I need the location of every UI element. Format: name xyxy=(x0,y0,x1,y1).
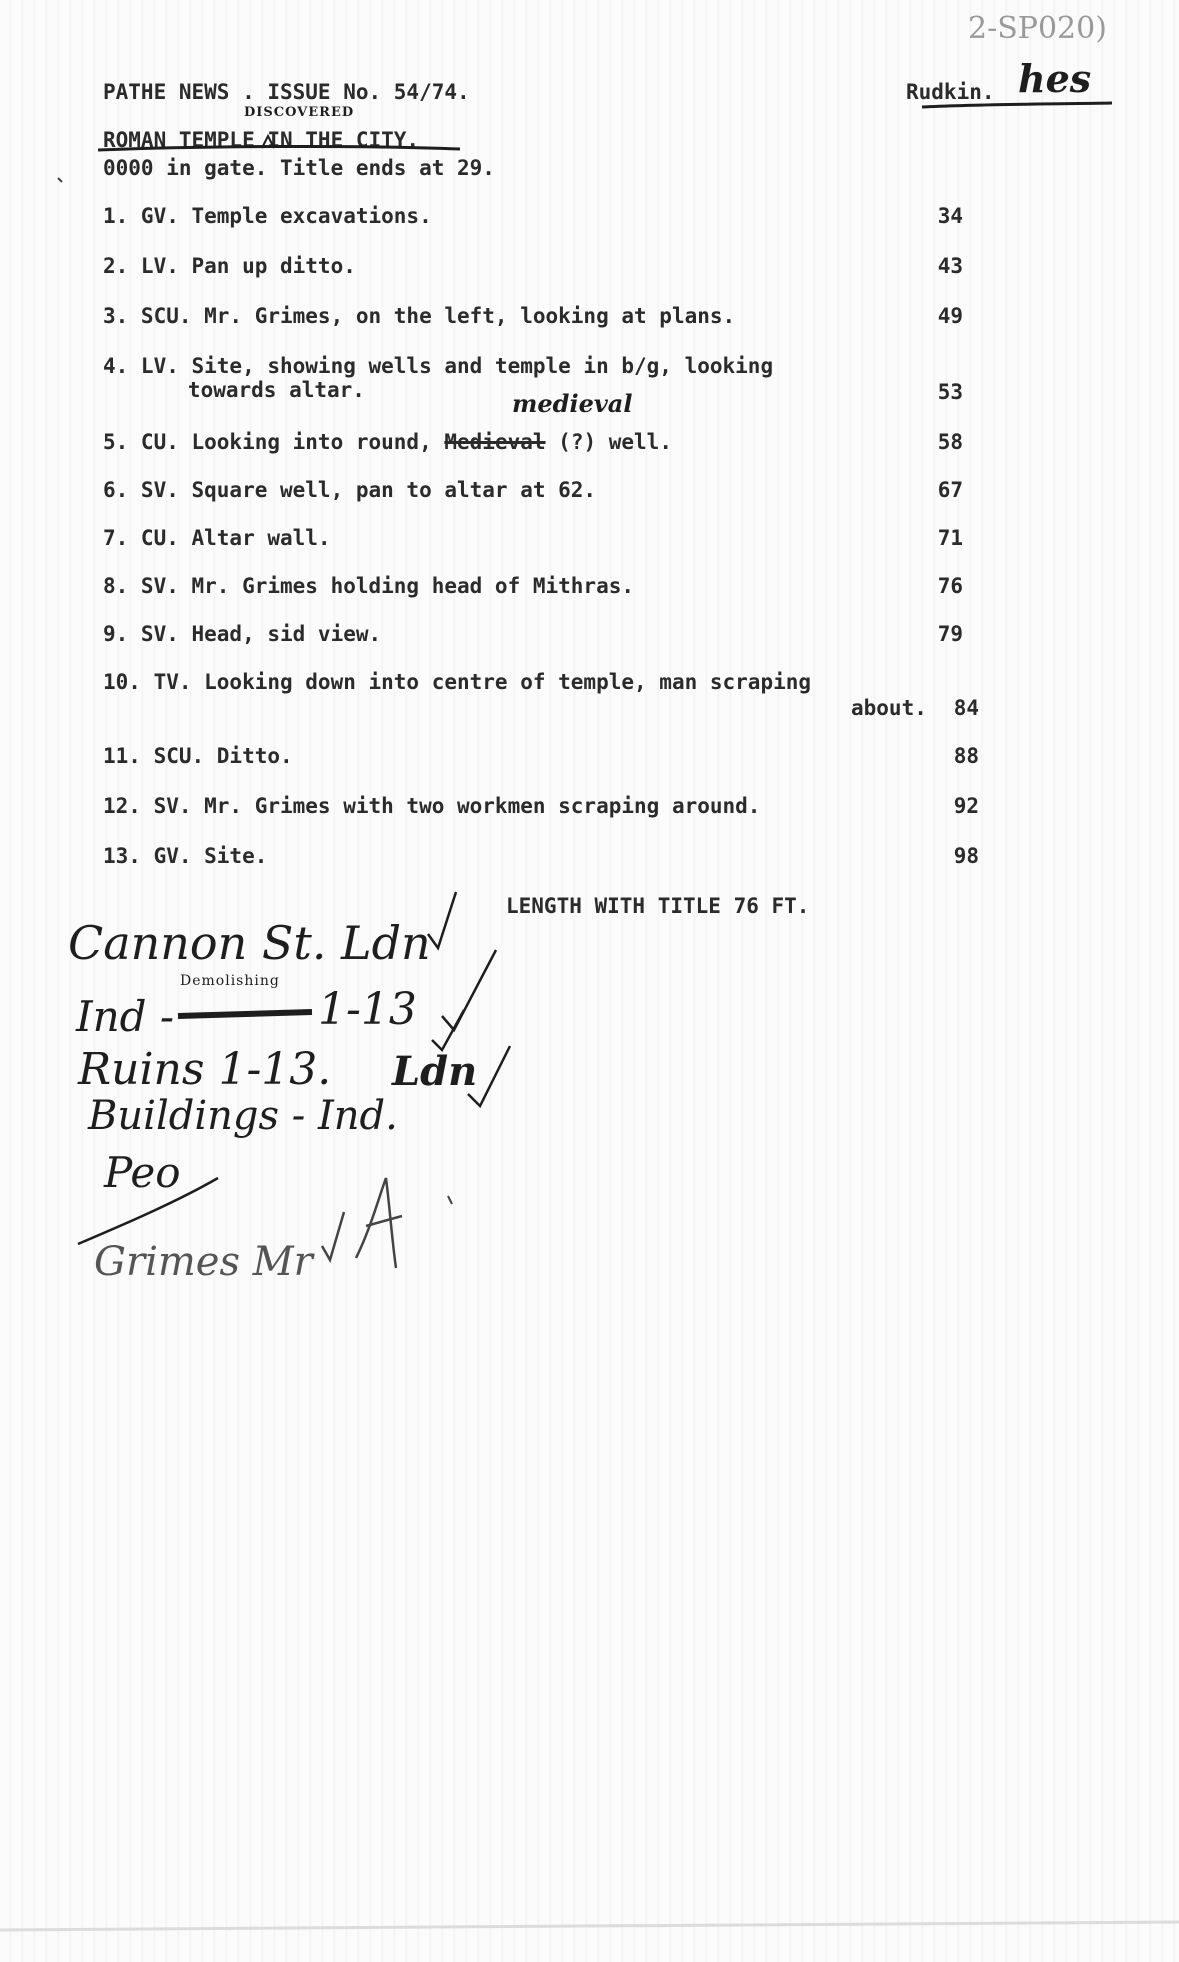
shot-5-footage: 58 xyxy=(937,430,963,454)
tick-mark-2 xyxy=(442,950,496,1030)
tick-mark-5 xyxy=(322,1212,344,1260)
cameraman-initials: hes xyxy=(1018,56,1092,101)
shot-1-footage: 34 xyxy=(937,204,963,228)
shot-9: 9. SV. Head, sid view. xyxy=(103,622,382,646)
shot-9-footage: 79 xyxy=(937,622,963,646)
cameraman-name: Rudkin. xyxy=(906,80,995,104)
shot-10-continued: about. xyxy=(851,696,927,720)
shot-8: 8. SV. Mr. Grimes holding head of Mithras. xyxy=(103,574,635,598)
margin-mark xyxy=(58,178,62,182)
shot-5-insert: medieval xyxy=(512,389,633,418)
shot-7-footage: 71 xyxy=(937,526,963,550)
annotation-line-5: Peo xyxy=(104,1148,181,1197)
shot-10: 10. TV. Looking down into centre of temple, man scraping xyxy=(103,670,812,694)
shot-5-struck-word: Medieval xyxy=(444,430,546,454)
tick-mark-3 xyxy=(432,1010,464,1050)
shot-4-footage: 53 xyxy=(937,380,963,404)
shot-5-text-after: (?) well. xyxy=(545,430,672,454)
title-insert: DISCOVERED xyxy=(244,105,355,120)
shot-7: 7. CU. Altar wall. xyxy=(103,526,331,550)
annotation-line-2-insert: Demolishing xyxy=(180,973,280,989)
tick-mark-1 xyxy=(428,892,456,948)
initial-scribble xyxy=(356,1178,402,1268)
page-fold xyxy=(0,1922,1179,1930)
archive-reference: 2-SP020) xyxy=(968,11,1107,46)
shot-4: 4. LV. Site, showing wells and temple in b/g, looking xyxy=(103,354,774,378)
cameraman-underline xyxy=(922,103,1112,107)
shot-11: 11. SCU. Ditto. xyxy=(103,744,293,768)
shot-6: 6. SV. Square well, pan to altar at 62. xyxy=(103,478,597,502)
shot-3-footage: 49 xyxy=(937,304,963,328)
shot-13-footage: 98 xyxy=(953,844,979,868)
title-underline xyxy=(98,146,460,150)
shot-11-footage: 88 xyxy=(953,744,979,768)
stray-mark xyxy=(448,1196,452,1204)
annotation-line-2-prefix: Ind - xyxy=(76,992,175,1041)
annotation-line-3-initials: Ldn xyxy=(392,1048,478,1095)
shot-3: 3. SCU. Mr. Grimes, on the left, looking at plans. xyxy=(103,304,736,328)
shot-12-footage: 92 xyxy=(953,794,979,818)
shot-2-footage: 43 xyxy=(937,254,963,278)
length-note: LENGTH WITH TITLE 76 FT. xyxy=(506,894,810,918)
tick-mark-4 xyxy=(468,1046,510,1106)
shot-10-footage: 84 xyxy=(953,696,979,720)
shot-13: 13. GV. Site. xyxy=(103,844,268,868)
annotation-line-3: Ruins 1-13. xyxy=(78,1044,332,1095)
shot-6-footage: 67 xyxy=(937,478,963,502)
annotation-line-1: Cannon St. Ldn xyxy=(68,916,431,970)
annotation-divider xyxy=(78,1178,218,1244)
shot-2: 2. LV. Pan up ditto. xyxy=(103,254,356,278)
issue-header: PATHE NEWS . ISSUE No. 54/74. xyxy=(103,80,470,104)
shot-12: 12. SV. Mr. Grimes with two workmen scraping around. xyxy=(103,794,761,818)
annotation-line-6: Grimes Mr xyxy=(94,1239,313,1285)
shot-4-continued: towards altar. xyxy=(150,378,365,402)
annotation-line-2-suffix: 1-13 xyxy=(318,984,417,1035)
annotation-line-4: Buildings - Ind. xyxy=(88,1093,398,1139)
annotation-line-2-strike xyxy=(178,1012,312,1016)
shot-1: 1. GV. Temple excavations. xyxy=(103,204,432,228)
story-title: ROMAN TEMPLE IN THE CITY. xyxy=(103,128,420,152)
shot-5-text-before: 5. CU. Looking into round, xyxy=(103,430,445,454)
shot-8-footage: 76 xyxy=(937,574,963,598)
title-timing: 0000 in gate. Title ends at 29. xyxy=(103,156,495,180)
